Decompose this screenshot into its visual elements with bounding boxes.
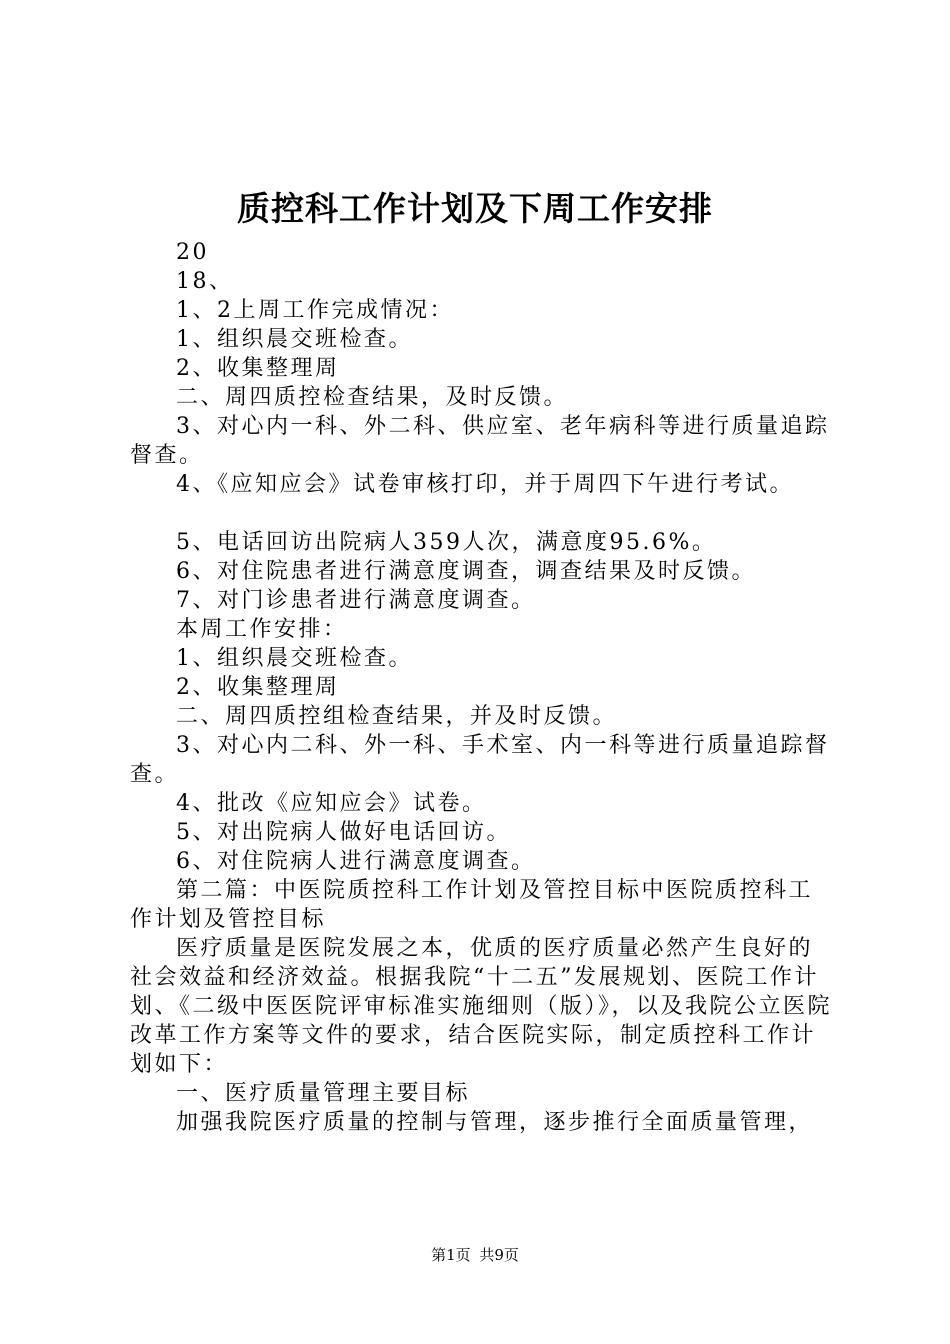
- paragraph: 1、2上周工作完成情况：: [176, 298, 454, 323]
- paragraph: 加强我院医疗质量的控制与管理，逐步推行全面质量管理，: [176, 1110, 814, 1135]
- paragraph: 7、对门诊患者进行满意度调查。: [176, 588, 536, 613]
- paragraph: 一、医疗质量管理主要目标: [176, 1081, 471, 1106]
- paragraph: 6、对住院患者进行满意度调查，调查结果及时反馈。: [176, 559, 756, 584]
- blank-line: [130, 499, 835, 528]
- paragraph: 5、对出院病人做好电话回访。: [176, 820, 511, 845]
- paragraph: 2、收集整理周: [176, 675, 340, 700]
- page-number-footer: 第1页 共9页: [431, 1246, 519, 1264]
- paragraph: 1、组织晨交班检查。: [176, 646, 413, 671]
- paragraph: 医疗质量是医院发展之本，优质的医疗质量必然产生良好的社会效益和经济效益。根据我院“十二五”发展规划、医院工作计划、《二级中医医院评审标准实施细则（版）》，以及我院公立医院改革工作方案等文件的要求，结合医院实际，制定质控科工作计划如下：: [130, 936, 833, 1077]
- paragraph: 3、对心内二科、外一科、手术室、内一科等进行质量追踪督查。: [130, 733, 830, 787]
- document-title: 质控科工作计划及下周工作安排: [237, 189, 713, 228]
- paragraph: 二、周四质控检查结果，及时反馈。: [176, 385, 569, 410]
- paragraph: 4、《应知应会》试卷审核打印，并于周四下午进行考试。: [176, 472, 794, 497]
- paragraph: 3、对心内一科、外二科、供应室、老年病科等进行质量追踪督查。: [130, 414, 830, 468]
- paragraph: 第二篇：中医院质控科工作计划及管控目标中医院质控科工作计划及管控目标: [130, 878, 814, 932]
- paragraph: 二、周四质控组检查结果，并及时反馈。: [176, 704, 618, 729]
- paragraph: 1、组织晨交班检查。: [176, 327, 413, 352]
- paragraph: 18、: [176, 269, 234, 294]
- paragraph: 本周工作安排：: [176, 617, 348, 642]
- paragraph: 4、批改《应知应会》试卷。: [176, 791, 487, 816]
- paragraph: 6、对住院病人进行满意度调查。: [176, 849, 536, 874]
- document-body: [130, 238, 835, 1137]
- paragraph: 5、电话回访出院病人359人次，满意度95.6%。: [176, 530, 717, 555]
- paragraph: 20: [176, 240, 209, 265]
- paragraph: 2、收集整理周: [176, 356, 340, 381]
